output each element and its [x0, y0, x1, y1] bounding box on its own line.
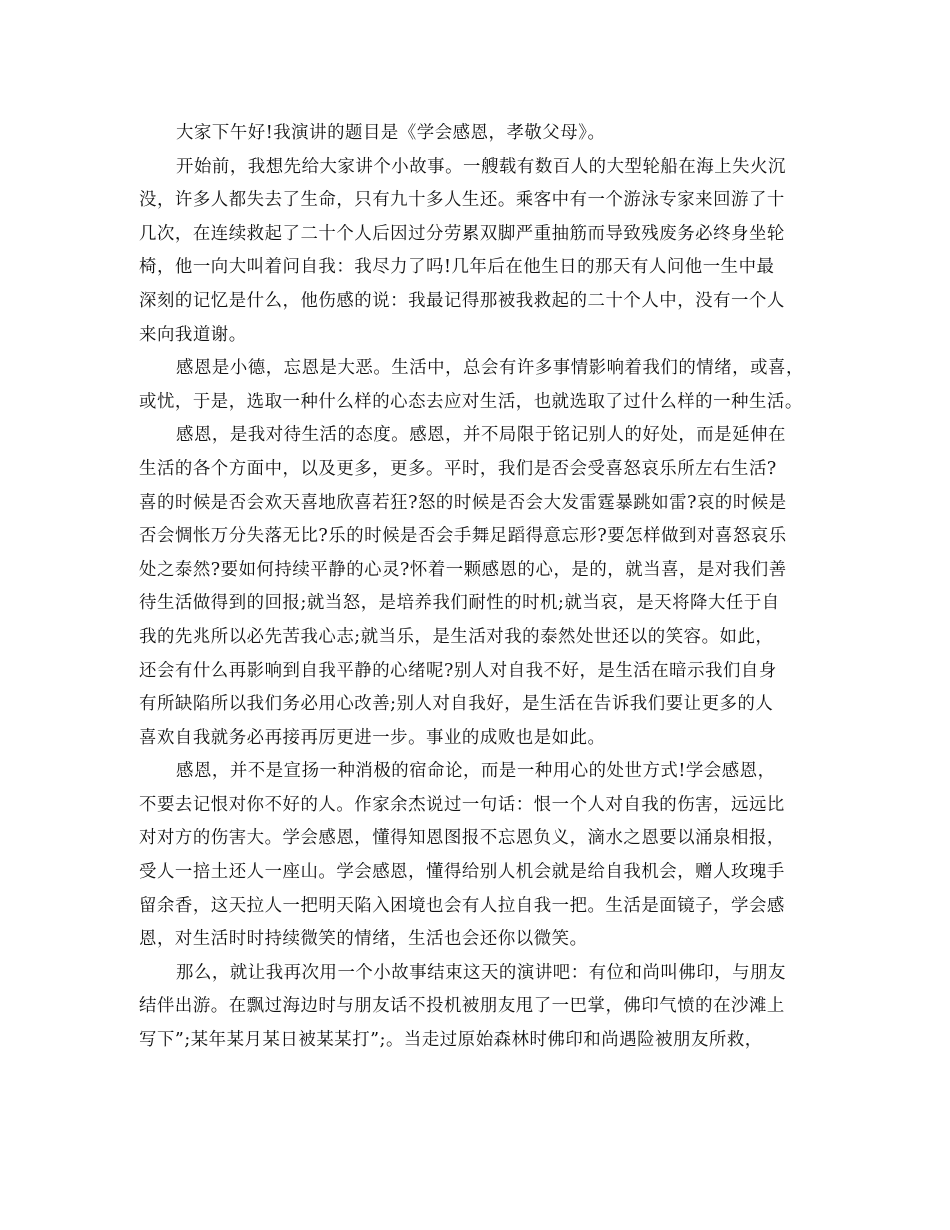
- text-line: 对对方的伤害大。学会感恩，懂得知恩图报不忘恩负义，滴水之恩要以涌泉相报，: [139, 828, 785, 849]
- text-line: 处之泰然?要如何持续平静的心灵?怀着一颗感恩的心，是的，就当喜，是对我们善: [139, 559, 787, 580]
- text-line: 不要去记恨对你不好的人。作家余杰说过一句话：恨一个人对自我的伤害，远远比: [139, 794, 785, 815]
- text-line: 感恩是小德，忘恩是大恶。生活中，总会有许多事情影响着我们的情绪，或喜，: [176, 358, 804, 379]
- text-line: 有所缺陷所以我们务必用心改善;别人对自我好，是生活在告诉我们要让更多的人: [139, 694, 774, 715]
- text-line: 那么，就让我再次用一个小故事结束这天的演讲吧：有位和尚叫佛印，与朋友: [176, 962, 786, 983]
- text-line: 椅，他一向大叫着问自我：我尽力了吗!几年后在他生日的那天有人问他一生中最: [139, 257, 775, 278]
- text-line: 几次，在连续救起了二十个人后因过分劳累双脚严重抽筋而导致残废务必终身坐轮: [139, 223, 785, 244]
- text-line: 喜欢自我就务必再接再厉更进一步。事业的成败也是如此。: [139, 727, 606, 748]
- text-line: 恩，对生活时时持续微笑的情绪，生活也会还你以微笑。: [139, 929, 588, 950]
- speech-body: [139, 117, 815, 1058]
- text-line: 写下”;某年某月某日被某某打”;。当走过原始森林时佛印和尚遇险被朋友所救，: [139, 1030, 763, 1051]
- text-line: 感恩，并不是宣扬一种消极的宿命论，而是一种用心的处世方式!学会感恩，: [176, 761, 776, 782]
- text-line: 来向我道谢。: [139, 324, 247, 345]
- text-line: 生活的各个方面中，以及更多，更多。平时，我们是否会受喜怒哀乐所左右生活?: [139, 458, 777, 479]
- text-line: 否会惆怅万分失落无比?乐的时候是否会手舞足蹈得意忘形?要怎样做到对喜怒哀乐: [139, 526, 787, 547]
- text-line: 留余香，这天拉人一把明天陷入困境也会有人拉自我一把。生活是面镜子，学会感: [139, 895, 785, 916]
- text-line: 结伴出游。在飘过海边时与朋友话不投机被朋友甩了一巴掌，佛印气愤的在沙滩上: [139, 996, 785, 1017]
- text-line: 还会有什么再影响到自我平静的心绪呢?别人对自我不好，是生活在暗示我们自身: [139, 660, 777, 681]
- text-line: 感恩，是我对待生活的态度。感恩，并不局限于铭记别人的好处，而是延伸在: [176, 425, 786, 446]
- text-line: 待生活做得到的回报;就当怒，是培养我们耐性的时机;就当哀，是天将降大任于自: [139, 593, 780, 614]
- text-line: 没，许多人都失去了生命，只有九十多人生还。乘客中有一个游泳专家来回游了十: [139, 190, 785, 211]
- text-line: 受人一掊土还人一座山。学会感恩，懂得给别人机会就是给自我机会，赠人玫瑰手: [139, 862, 785, 883]
- text-line: 或忧，于是，选取一种什么样的心态去应对生活，也就选取了过什么样的一种生活。: [139, 391, 803, 412]
- text-line: 我的先兆所以必先苦我心志;就当乐，是生活对我的泰然处世还以的笑容。如此，: [139, 626, 774, 647]
- text-line: 开始前，我想先给大家讲个小故事。一艘载有数百人的大型轮船在海上失火沉: [176, 156, 786, 177]
- text-line: 喜的时候是否会欢天喜地欣喜若狂?怒的时候是否会大发雷霆暴跳如雷?哀的时候是: [139, 492, 787, 513]
- text-line: 大家下午好!我演讲的题目是《学会感恩，孝敬父母》。: [176, 123, 606, 143]
- text-line: 深刻的记忆是什么，他伤感的说：我最记得那被我救起的二十个人中，没有一个人: [139, 290, 785, 311]
